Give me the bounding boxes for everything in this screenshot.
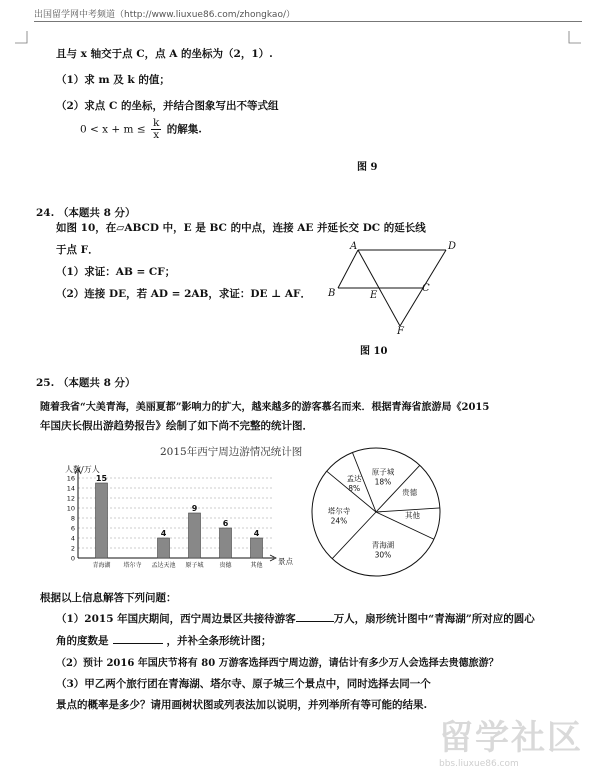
y-tick-label: 16 xyxy=(66,474,75,483)
fraction-denominator: x xyxy=(153,129,160,141)
figure-10-caption: 图 10 xyxy=(360,346,388,357)
y-tick-label: 2 xyxy=(70,544,75,553)
x-tick-label: 原子城 xyxy=(185,562,204,569)
q24-header xyxy=(36,205,136,220)
ineq-prefix: 0 < x + m ≤ xyxy=(80,123,146,136)
q25-header xyxy=(36,375,136,390)
inequality-fraction xyxy=(151,118,161,141)
x-tick-label: 其他 xyxy=(250,562,263,569)
y-tick-label: 8 xyxy=(70,514,75,523)
x-tick-label: 塔尔寺 xyxy=(123,562,142,569)
y-tick-label: 14 xyxy=(66,484,75,493)
page-header xyxy=(0,0,595,22)
pie-slice-value: 8% xyxy=(348,483,361,493)
pie-slice-label: 塔尔寺 xyxy=(327,506,351,516)
y-tick-label: 4 xyxy=(70,534,75,543)
q24-line2: 于点 F． xyxy=(56,244,99,256)
q25-part1a: （1）2015 年国庆期间，西宁周边景区共接待游客 xyxy=(56,613,296,625)
q25-number: 25. xyxy=(36,377,55,389)
crop-mark-left xyxy=(14,30,28,44)
bar-data-label: 6 xyxy=(222,519,229,528)
pie-slice-label: 青海湖 xyxy=(371,540,395,550)
q24-part2: （2）连接 DE，若 AD = 2AB，求证：DE ⊥ AF． xyxy=(56,288,312,300)
q25-part2: （2）预计 2016 年国庆节将有 80 万游客选择西宁周边游，请估计有多少万人会选择去贵德旅游？ xyxy=(56,658,499,669)
q25-part1-line2 xyxy=(56,633,272,648)
pie-slice-label: 其他 xyxy=(404,510,420,520)
q25-part1-line1 xyxy=(56,611,535,626)
label-F: F xyxy=(397,326,404,334)
y-tick-label: 6 xyxy=(70,524,75,533)
bar-data-label: 4 xyxy=(160,529,167,538)
fraction-numerator: k xyxy=(152,117,160,129)
q25-part3-line1: （3）甲乙两个旅行团在青海湖、塔尔寺、原子城三个景点中，同时选择去同一个 xyxy=(56,678,431,690)
x-tick-label: 孟达天池 xyxy=(151,562,176,569)
label-E: E xyxy=(370,290,378,301)
figure-9-caption: 图 9 xyxy=(357,162,378,173)
q25-line1: 随着我省“大美青海，美丽夏都”影响力的扩大，越来越多的游客慕名而来．根据青海省旅游局《2015 xyxy=(40,402,490,413)
pie-slice-value: 24% xyxy=(330,516,348,526)
watermark-logo xyxy=(439,710,589,768)
bar xyxy=(220,528,232,558)
bar-chart-ylabel: 人数/万人 xyxy=(65,465,100,474)
q25-prompt: 根据以上信息解答下列问题： xyxy=(40,592,177,604)
q25-part1b: 万人，扇形统计图中“青海湖”所对应的圆心 xyxy=(333,613,535,625)
bar xyxy=(251,538,263,558)
bar-chart xyxy=(67,468,294,569)
q25-line2: 年国庆长假出游趋势报告》绘制了如下尚不完整的统计图． xyxy=(40,420,313,432)
q25-part1d: ，并补全条形统计图； xyxy=(166,635,272,647)
bar xyxy=(158,538,170,558)
figure-10-diagram xyxy=(320,238,460,334)
bar xyxy=(96,483,108,558)
label-B: B xyxy=(328,288,336,299)
segment-AB xyxy=(338,250,358,288)
watermark-text: 留学社区 xyxy=(439,718,583,758)
answer-blank-visitors[interactable] xyxy=(296,611,334,622)
answer-blank-angle[interactable] xyxy=(113,633,163,644)
q24-number: 24. xyxy=(36,207,55,219)
q23-line1: 且与 x 轴交于点 C，点 A 的坐标为（2，1）. xyxy=(56,48,273,60)
q25-part3-line2: 景点的概率是多少？请用画树状图或列表法加以说明，并列举所有等可能的结果. xyxy=(56,699,428,711)
pie-slice-label: 原子城 xyxy=(371,467,395,477)
x-tick-label: 青海湖 xyxy=(92,562,111,569)
q24-line1: 如图 10，在▱ABCD 中，E 是 BC 的中点，连接 AE 并延长交 DC 的延长线 xyxy=(56,222,426,234)
y-tick-label: 12 xyxy=(66,494,75,503)
bar-chart-title: 2015年西宁周边游情况统计图 xyxy=(160,446,303,458)
label-A: A xyxy=(350,241,358,252)
pie-slice-label: 贵德 xyxy=(402,488,418,498)
q24-part1: （1）求证：AB = CF； xyxy=(56,266,176,278)
q24-score: （本题共 8 分） xyxy=(57,207,136,219)
watermark-url: bbs.liuxue86.com xyxy=(439,759,519,769)
q25-score: （本题共 8 分） xyxy=(57,377,136,389)
ineq-suffix: 的解集. xyxy=(166,123,202,136)
bar-data-label: 9 xyxy=(191,504,198,513)
pie-slice-value: 18% xyxy=(374,477,392,487)
q23-inequality xyxy=(80,118,202,141)
statistics-charts xyxy=(60,440,480,580)
header-rule xyxy=(34,21,582,22)
pie-slice-label: 孟达 xyxy=(346,473,362,483)
pie-slice-value: 30% xyxy=(374,550,392,560)
x-tick-label: 贵德 xyxy=(219,562,232,569)
q23-part1: （1）求 m 及 k 的值； xyxy=(56,74,170,86)
pie-chart xyxy=(312,448,440,576)
q25-part1c: 角的度数是 xyxy=(56,635,109,647)
y-tick-label: 0 xyxy=(70,554,75,563)
y-tick-label: 10 xyxy=(66,504,75,513)
bar-chart-xlabel: 景点 xyxy=(278,557,293,566)
q23-part2: （2）求点 C 的坐标，并结合图象写出不等式组 xyxy=(56,100,279,112)
crop-mark-right xyxy=(568,30,582,44)
label-C: C xyxy=(422,283,430,294)
header-text: 出国留学网中考频道（http://www.liuxue86.com/zhongkao/） xyxy=(34,10,295,20)
bar-data-label: 15 xyxy=(95,474,108,483)
label-D: D xyxy=(448,241,457,252)
bar-data-label: 4 xyxy=(253,529,260,538)
bar xyxy=(189,513,201,558)
